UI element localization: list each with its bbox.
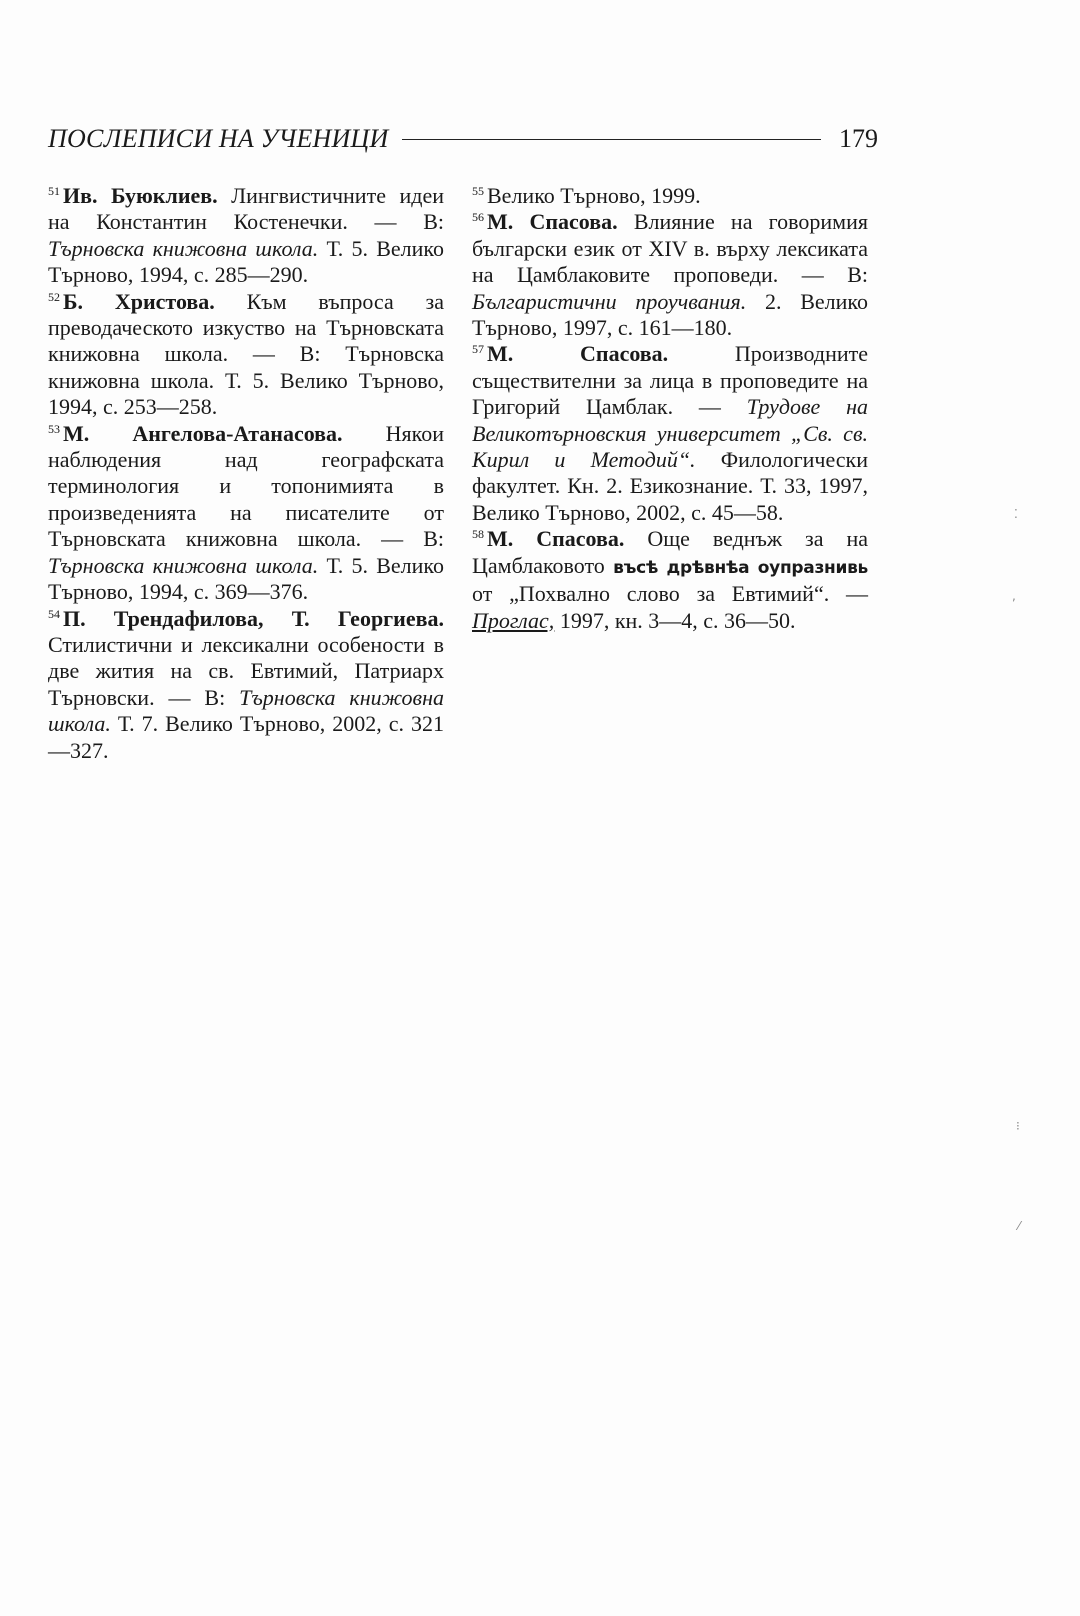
footnote-source: Проглас,	[472, 607, 555, 633]
footnote-tail: Т. 7. Велико Търново, 2002, с. 321—327.	[48, 711, 444, 763]
footnote-author: Ив. Буюклиев.	[63, 183, 218, 208]
footnote-source: Търновска книжовна школа.	[48, 684, 445, 737]
footnote-text: Към въпроса за преводаческото изкуство на Търновската книжовна школа. — В: Търновска книжовна школа. Т. 5. Велико Търново, 1994, с. 253—258.	[48, 288, 444, 420]
footnote-number: 52	[48, 289, 60, 304]
footnote-text: Някои наблюдения над географската терминология и топонимията в произведенията на писателите от Търновската книжовна школа. — В:	[48, 420, 444, 552]
footnote-number: 53	[48, 421, 60, 436]
footnote-56	[472, 209, 868, 341]
footnote-text: Лингвистичните идеи на Константин Костенечки. — В:	[48, 183, 444, 235]
footnote-source: Търновска книжовна школа.	[48, 552, 319, 578]
footnote-number: 58	[472, 527, 484, 542]
footnote-number: 57	[472, 342, 484, 357]
footnote-51	[48, 183, 444, 289]
footnote-54	[48, 606, 444, 764]
footnote-number: 51	[48, 184, 60, 198]
footnote-author: М. Ангелова-Атанасова.	[63, 420, 343, 446]
running-head-title: ПОСЛЕПИСИ НА УЧЕНИЦИ	[48, 124, 389, 153]
header-rule	[402, 139, 821, 140]
footnote-source: Търновска книжовна школа.	[48, 235, 319, 261]
footnote-number: 56	[472, 210, 484, 225]
footnote-tail: 2. Велико Търново, 1997, с. 161—180.	[472, 288, 869, 341]
footnote-author: М. Спасова.	[487, 341, 669, 367]
right-column	[472, 183, 868, 634]
footnote-58	[472, 526, 868, 634]
footnote-55	[472, 183, 868, 209]
footnote-source: Трудове на Великотърновския университет „Св. св. Кирил и Методий“.	[472, 394, 868, 473]
running-head	[48, 124, 878, 164]
footnote-tail: 1997, кн. 3—4, с. 36—50.	[554, 607, 796, 633]
footnote-text: Велико Търново, 1999.	[487, 183, 701, 208]
footnote-author: М. Спасова.	[487, 526, 625, 552]
scan-speck: ⁝	[1016, 1119, 1020, 1133]
footnote-text: Влияние на говоримия български език от XIV в. върху лексиката на Цамблаковите проповеди. — В:	[472, 209, 868, 288]
footnote-source: Българистични проучвания.	[472, 288, 747, 314]
footnote-author: Б. Христова.	[63, 288, 215, 314]
footnote-text: Производните съществителни за лица в проповедите на Григорий Цамблак. —	[472, 341, 868, 420]
footnote-tail: Т. 5. Велико Търново, 1994, с. 369—376.	[48, 552, 445, 605]
page-number: 179	[839, 124, 878, 153]
footnote-text-continued: от „Похвално слово за Евтимий“. —	[472, 581, 868, 607]
footnote-tail: Т. 5. Велико Търново, 1994, с. 285—290.	[48, 235, 445, 288]
footnote-57	[472, 341, 868, 526]
scan-speck: ,	[1012, 589, 1016, 603]
footnote-text: Още веднъж за на Цамблаковото	[472, 526, 868, 578]
footnote-tail: Филологически факултет. Кн. 2. Езикознание. Т. 33, 1997, Велико Търново, 2002, с. 45—58.	[472, 447, 868, 525]
left-column	[48, 183, 444, 764]
scan-speck: ⁚	[1014, 507, 1018, 521]
footnote-number: 54	[48, 606, 60, 621]
footnote-text: Стилистични и лексикални особености в две жития на св. Евтимий, Патриарх Търновски. — В:	[48, 631, 444, 710]
footnote-number: 55	[472, 184, 484, 198]
footnote-author: П. Трендафилова, Т. Георгиева.	[63, 605, 444, 631]
scan-speck: ⁄	[1018, 1219, 1021, 1233]
footnote-53	[48, 421, 444, 606]
footnote-52	[48, 289, 444, 421]
footnote-author: М. Спасова.	[487, 209, 618, 235]
church-slavonic-quote: въсѣ дрѣвнѣа оупразнивь	[613, 557, 868, 578]
